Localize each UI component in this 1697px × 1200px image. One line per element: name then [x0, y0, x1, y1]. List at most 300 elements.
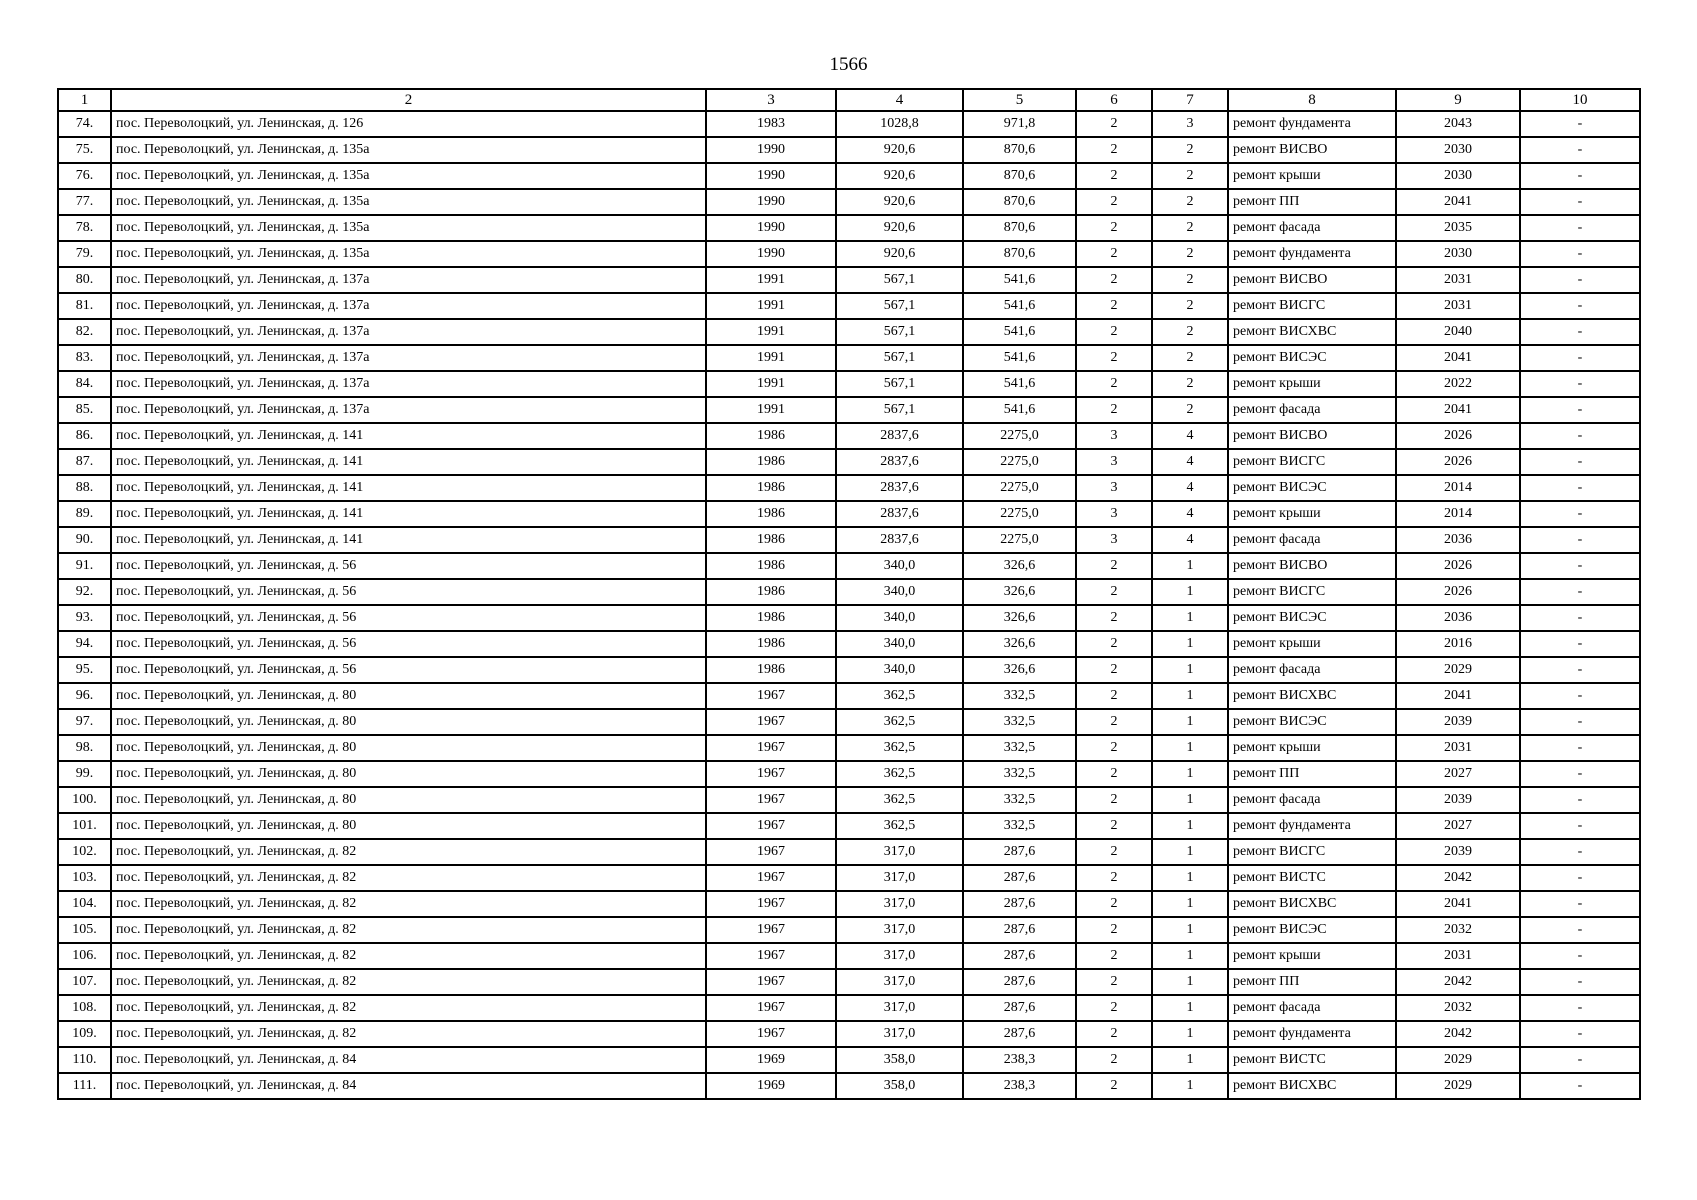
work-type-cell: ремонт фундамента — [1228, 241, 1396, 267]
total-area-cell: 317,0 — [836, 865, 963, 891]
planned-year-cell: 2026 — [1396, 553, 1520, 579]
note-cell: - — [1520, 1073, 1640, 1099]
floors-cell: 2 — [1076, 657, 1152, 683]
floors-cell: 2 — [1076, 319, 1152, 345]
work-type-cell: ремонт ВИСХВС — [1228, 891, 1396, 917]
row-number-cell: 85. — [58, 397, 111, 423]
work-type-cell: ремонт ВИСЭС — [1228, 475, 1396, 501]
column-header: 2 — [111, 89, 706, 111]
row-number-cell: 84. — [58, 371, 111, 397]
living-area-cell: 2275,0 — [963, 423, 1076, 449]
row-number-cell: 76. — [58, 163, 111, 189]
address-cell: пос. Переволоцкий, ул. Ленинская, д. 141 — [111, 527, 706, 553]
work-type-cell: ремонт фасада — [1228, 397, 1396, 423]
note-cell: - — [1520, 735, 1640, 761]
row-number-cell: 99. — [58, 761, 111, 787]
table-row — [58, 345, 1640, 371]
living-area-cell: 870,6 — [963, 189, 1076, 215]
floors-cell: 2 — [1076, 969, 1152, 995]
entrances-cell: 2 — [1152, 137, 1228, 163]
row-number-cell: 94. — [58, 631, 111, 657]
floors-cell: 2 — [1076, 189, 1152, 215]
entrances-cell: 4 — [1152, 423, 1228, 449]
living-area-cell: 541,6 — [963, 319, 1076, 345]
note-cell: - — [1520, 709, 1640, 735]
entrances-cell: 1 — [1152, 995, 1228, 1021]
living-area-cell: 870,6 — [963, 241, 1076, 267]
floors-cell: 2 — [1076, 345, 1152, 371]
total-area-cell: 567,1 — [836, 371, 963, 397]
table-row — [58, 943, 1640, 969]
work-type-cell: ремонт ВИСХВС — [1228, 683, 1396, 709]
living-area-cell: 2275,0 — [963, 475, 1076, 501]
entrances-cell: 4 — [1152, 501, 1228, 527]
table-row — [58, 319, 1640, 345]
entrances-cell: 4 — [1152, 449, 1228, 475]
living-area-cell: 332,5 — [963, 787, 1076, 813]
table-row — [58, 241, 1640, 267]
address-cell: пос. Переволоцкий, ул. Ленинская, д. 141 — [111, 475, 706, 501]
note-cell: - — [1520, 969, 1640, 995]
entrances-cell: 1 — [1152, 1073, 1228, 1099]
living-area-cell: 326,6 — [963, 553, 1076, 579]
header-row — [58, 89, 1640, 111]
year-built-cell: 1990 — [706, 189, 836, 215]
entrances-cell: 2 — [1152, 267, 1228, 293]
note-cell: - — [1520, 475, 1640, 501]
row-number-cell: 77. — [58, 189, 111, 215]
planned-year-cell: 2029 — [1396, 657, 1520, 683]
work-type-cell: ремонт крыши — [1228, 943, 1396, 969]
table-row — [58, 917, 1640, 943]
living-area-cell: 332,5 — [963, 761, 1076, 787]
living-area-cell: 2275,0 — [963, 501, 1076, 527]
table-row — [58, 1073, 1640, 1099]
year-built-cell: 1967 — [706, 1021, 836, 1047]
table-row — [58, 787, 1640, 813]
row-number-cell: 91. — [58, 553, 111, 579]
entrances-cell: 2 — [1152, 215, 1228, 241]
table-row — [58, 527, 1640, 553]
note-cell: - — [1520, 371, 1640, 397]
row-number-cell: 110. — [58, 1047, 111, 1073]
floors-cell: 2 — [1076, 241, 1152, 267]
entrances-cell: 1 — [1152, 553, 1228, 579]
page-number: 1566 — [829, 54, 868, 75]
table-body — [58, 111, 1640, 1099]
floors-cell: 3 — [1076, 475, 1152, 501]
floors-cell: 2 — [1076, 787, 1152, 813]
table-row — [58, 475, 1640, 501]
note-cell: - — [1520, 839, 1640, 865]
floors-cell: 2 — [1076, 1021, 1152, 1047]
row-number-cell: 87. — [58, 449, 111, 475]
work-type-cell: ремонт ПП — [1228, 189, 1396, 215]
living-area-cell: 971,8 — [963, 111, 1076, 137]
note-cell: - — [1520, 137, 1640, 163]
work-type-cell: ремонт ВИСХВС — [1228, 1073, 1396, 1099]
total-area-cell: 567,1 — [836, 397, 963, 423]
row-number-cell: 79. — [58, 241, 111, 267]
total-area-cell: 317,0 — [836, 917, 963, 943]
note-cell: - — [1520, 995, 1640, 1021]
address-cell: пос. Переволоцкий, ул. Ленинская, д. 82 — [111, 995, 706, 1021]
address-cell: пос. Переволоцкий, ул. Ленинская, д. 137а — [111, 293, 706, 319]
address-cell: пос. Переволоцкий, ул. Ленинская, д. 84 — [111, 1073, 706, 1099]
living-area-cell: 287,6 — [963, 969, 1076, 995]
living-area-cell: 870,6 — [963, 137, 1076, 163]
row-number-cell: 103. — [58, 865, 111, 891]
floors-cell: 2 — [1076, 813, 1152, 839]
entrances-cell: 1 — [1152, 865, 1228, 891]
planned-year-cell: 2041 — [1396, 891, 1520, 917]
total-area-cell: 340,0 — [836, 631, 963, 657]
year-built-cell: 1969 — [706, 1047, 836, 1073]
row-number-cell: 74. — [58, 111, 111, 137]
total-area-cell: 362,5 — [836, 709, 963, 735]
total-area-cell: 317,0 — [836, 995, 963, 1021]
note-cell: - — [1520, 1021, 1640, 1047]
table-row — [58, 761, 1640, 787]
entrances-cell: 1 — [1152, 943, 1228, 969]
floors-cell: 2 — [1076, 917, 1152, 943]
repair-schedule-table — [57, 88, 1641, 1100]
address-cell: пос. Переволоцкий, ул. Ленинская, д. 135а — [111, 215, 706, 241]
floors-cell: 2 — [1076, 293, 1152, 319]
address-cell: пос. Переволоцкий, ул. Ленинская, д. 80 — [111, 709, 706, 735]
entrances-cell: 3 — [1152, 111, 1228, 137]
work-type-cell: ремонт ВИСТС — [1228, 1047, 1396, 1073]
year-built-cell: 1967 — [706, 761, 836, 787]
total-area-cell: 1028,8 — [836, 111, 963, 137]
total-area-cell: 2837,6 — [836, 449, 963, 475]
address-cell: пос. Переволоцкий, ул. Ленинская, д. 141 — [111, 423, 706, 449]
floors-cell: 2 — [1076, 995, 1152, 1021]
work-type-cell: ремонт ВИСГС — [1228, 449, 1396, 475]
total-area-cell: 358,0 — [836, 1073, 963, 1099]
planned-year-cell: 2026 — [1396, 579, 1520, 605]
note-cell: - — [1520, 241, 1640, 267]
planned-year-cell: 2022 — [1396, 371, 1520, 397]
row-number-cell: 107. — [58, 969, 111, 995]
planned-year-cell: 2041 — [1396, 345, 1520, 371]
year-built-cell: 1967 — [706, 735, 836, 761]
row-number-cell: 102. — [58, 839, 111, 865]
row-number-cell: 108. — [58, 995, 111, 1021]
column-header: 1 — [58, 89, 111, 111]
address-cell: пос. Переволоцкий, ул. Ленинская, д. 82 — [111, 969, 706, 995]
work-type-cell: ремонт крыши — [1228, 163, 1396, 189]
floors-cell: 2 — [1076, 735, 1152, 761]
living-area-cell: 541,6 — [963, 397, 1076, 423]
table-row — [58, 163, 1640, 189]
year-built-cell: 1967 — [706, 891, 836, 917]
year-built-cell: 1967 — [706, 787, 836, 813]
floors-cell: 2 — [1076, 215, 1152, 241]
table-row — [58, 891, 1640, 917]
work-type-cell: ремонт ВИСЭС — [1228, 917, 1396, 943]
table-row — [58, 1047, 1640, 1073]
total-area-cell: 317,0 — [836, 839, 963, 865]
address-cell: пос. Переволоцкий, ул. Ленинская, д. 126 — [111, 111, 706, 137]
row-number-cell: 81. — [58, 293, 111, 319]
planned-year-cell: 2030 — [1396, 163, 1520, 189]
planned-year-cell: 2042 — [1396, 1021, 1520, 1047]
work-type-cell: ремонт ВИСГС — [1228, 293, 1396, 319]
entrances-cell: 1 — [1152, 761, 1228, 787]
entrances-cell: 1 — [1152, 891, 1228, 917]
row-number-cell: 96. — [58, 683, 111, 709]
row-number-cell: 111. — [58, 1073, 111, 1099]
table-row — [58, 111, 1640, 137]
entrances-cell: 1 — [1152, 1047, 1228, 1073]
living-area-cell: 541,6 — [963, 267, 1076, 293]
total-area-cell: 567,1 — [836, 267, 963, 293]
note-cell: - — [1520, 163, 1640, 189]
total-area-cell: 362,5 — [836, 683, 963, 709]
note-cell: - — [1520, 267, 1640, 293]
work-type-cell: ремонт ВИСВО — [1228, 553, 1396, 579]
planned-year-cell: 2035 — [1396, 215, 1520, 241]
planned-year-cell: 2043 — [1396, 111, 1520, 137]
address-cell: пос. Переволоцкий, ул. Ленинская, д. 84 — [111, 1047, 706, 1073]
year-built-cell: 1967 — [706, 943, 836, 969]
floors-cell: 2 — [1076, 1073, 1152, 1099]
entrances-cell: 1 — [1152, 579, 1228, 605]
planned-year-cell: 2036 — [1396, 527, 1520, 553]
work-type-cell: ремонт ВИСВО — [1228, 137, 1396, 163]
address-cell: пос. Переволоцкий, ул. Ленинская, д. 80 — [111, 683, 706, 709]
planned-year-cell: 2040 — [1396, 319, 1520, 345]
row-number-cell: 90. — [58, 527, 111, 553]
column-header: 8 — [1228, 89, 1396, 111]
address-cell: пос. Переволоцкий, ул. Ленинская, д. 82 — [111, 891, 706, 917]
total-area-cell: 317,0 — [836, 943, 963, 969]
planned-year-cell: 2039 — [1396, 709, 1520, 735]
entrances-cell: 2 — [1152, 397, 1228, 423]
living-area-cell: 870,6 — [963, 215, 1076, 241]
living-area-cell: 326,6 — [963, 657, 1076, 683]
table-row — [58, 189, 1640, 215]
work-type-cell: ремонт крыши — [1228, 735, 1396, 761]
row-number-cell: 80. — [58, 267, 111, 293]
planned-year-cell: 2039 — [1396, 839, 1520, 865]
address-cell: пос. Переволоцкий, ул. Ленинская, д. 56 — [111, 553, 706, 579]
table-row — [58, 657, 1640, 683]
year-built-cell: 1967 — [706, 709, 836, 735]
floors-cell: 2 — [1076, 839, 1152, 865]
work-type-cell: ремонт ВИСГС — [1228, 839, 1396, 865]
column-header: 3 — [706, 89, 836, 111]
work-type-cell: ремонт фасада — [1228, 787, 1396, 813]
address-cell: пос. Переволоцкий, ул. Ленинская, д. 82 — [111, 917, 706, 943]
row-number-cell: 95. — [58, 657, 111, 683]
entrances-cell: 4 — [1152, 475, 1228, 501]
column-header: 6 — [1076, 89, 1152, 111]
living-area-cell: 287,6 — [963, 917, 1076, 943]
entrances-cell: 1 — [1152, 683, 1228, 709]
row-number-cell: 75. — [58, 137, 111, 163]
table-row — [58, 267, 1640, 293]
year-built-cell: 1969 — [706, 1073, 836, 1099]
planned-year-cell: 2030 — [1396, 241, 1520, 267]
entrances-cell: 1 — [1152, 969, 1228, 995]
floors-cell: 2 — [1076, 761, 1152, 787]
row-number-cell: 82. — [58, 319, 111, 345]
table-row — [58, 631, 1640, 657]
note-cell: - — [1520, 631, 1640, 657]
work-type-cell: ремонт фундамента — [1228, 1021, 1396, 1047]
living-area-cell: 541,6 — [963, 371, 1076, 397]
planned-year-cell: 2042 — [1396, 865, 1520, 891]
living-area-cell: 287,6 — [963, 891, 1076, 917]
address-cell: пос. Переволоцкий, ул. Ленинская, д. 82 — [111, 1021, 706, 1047]
planned-year-cell: 2026 — [1396, 449, 1520, 475]
year-built-cell: 1967 — [706, 969, 836, 995]
year-built-cell: 1986 — [706, 605, 836, 631]
total-area-cell: 340,0 — [836, 657, 963, 683]
living-area-cell: 541,6 — [963, 293, 1076, 319]
year-built-cell: 1986 — [706, 553, 836, 579]
table-row — [58, 605, 1640, 631]
work-type-cell: ремонт фасада — [1228, 995, 1396, 1021]
note-cell: - — [1520, 657, 1640, 683]
floors-cell: 2 — [1076, 683, 1152, 709]
column-header: 4 — [836, 89, 963, 111]
entrances-cell: 2 — [1152, 319, 1228, 345]
column-header: 10 — [1520, 89, 1640, 111]
planned-year-cell: 2031 — [1396, 293, 1520, 319]
planned-year-cell: 2031 — [1396, 735, 1520, 761]
planned-year-cell: 2039 — [1396, 787, 1520, 813]
entrances-cell: 1 — [1152, 735, 1228, 761]
note-cell: - — [1520, 215, 1640, 241]
note-cell: - — [1520, 865, 1640, 891]
table-row — [58, 683, 1640, 709]
work-type-cell: ремонт ВИСЭС — [1228, 709, 1396, 735]
planned-year-cell: 2014 — [1396, 501, 1520, 527]
table-row — [58, 839, 1640, 865]
planned-year-cell: 2026 — [1396, 423, 1520, 449]
planned-year-cell: 2041 — [1396, 683, 1520, 709]
total-area-cell: 920,6 — [836, 215, 963, 241]
address-cell: пос. Переволоцкий, ул. Ленинская, д. 80 — [111, 735, 706, 761]
row-number-cell: 78. — [58, 215, 111, 241]
living-area-cell: 326,6 — [963, 579, 1076, 605]
entrances-cell: 1 — [1152, 1021, 1228, 1047]
address-cell: пос. Переволоцкий, ул. Ленинская, д. 56 — [111, 605, 706, 631]
row-number-cell: 105. — [58, 917, 111, 943]
living-area-cell: 541,6 — [963, 345, 1076, 371]
note-cell: - — [1520, 579, 1640, 605]
note-cell: - — [1520, 605, 1640, 631]
total-area-cell: 920,6 — [836, 137, 963, 163]
planned-year-cell: 2036 — [1396, 605, 1520, 631]
floors-cell: 2 — [1076, 1047, 1152, 1073]
note-cell: - — [1520, 319, 1640, 345]
entrances-cell: 2 — [1152, 293, 1228, 319]
note-cell: - — [1520, 397, 1640, 423]
address-cell: пос. Переволоцкий, ул. Ленинская, д. 135а — [111, 189, 706, 215]
year-built-cell: 1986 — [706, 475, 836, 501]
note-cell: - — [1520, 449, 1640, 475]
floors-cell: 3 — [1076, 449, 1152, 475]
year-built-cell: 1986 — [706, 579, 836, 605]
address-cell: пос. Переволоцкий, ул. Ленинская, д. 56 — [111, 631, 706, 657]
living-area-cell: 287,6 — [963, 995, 1076, 1021]
column-header: 9 — [1396, 89, 1520, 111]
year-built-cell: 1986 — [706, 423, 836, 449]
work-type-cell: ремонт ПП — [1228, 969, 1396, 995]
floors-cell: 2 — [1076, 163, 1152, 189]
work-type-cell: ремонт крыши — [1228, 501, 1396, 527]
table-row — [58, 423, 1640, 449]
year-built-cell: 1967 — [706, 995, 836, 1021]
note-cell: - — [1520, 189, 1640, 215]
table-row — [58, 371, 1640, 397]
note-cell: - — [1520, 891, 1640, 917]
address-cell: пос. Переволоцкий, ул. Ленинская, д. 80 — [111, 787, 706, 813]
floors-cell: 2 — [1076, 605, 1152, 631]
address-cell: пос. Переволоцкий, ул. Ленинская, д. 141 — [111, 449, 706, 475]
year-built-cell: 1967 — [706, 683, 836, 709]
column-header: 7 — [1152, 89, 1228, 111]
work-type-cell: ремонт ВИСХВС — [1228, 319, 1396, 345]
year-built-cell: 1990 — [706, 215, 836, 241]
year-built-cell: 1986 — [706, 501, 836, 527]
address-cell: пос. Переволоцкий, ул. Ленинская, д. 135а — [111, 137, 706, 163]
note-cell: - — [1520, 917, 1640, 943]
living-area-cell: 238,3 — [963, 1073, 1076, 1099]
note-cell: - — [1520, 345, 1640, 371]
row-number-cell: 93. — [58, 605, 111, 631]
table-row — [58, 579, 1640, 605]
year-built-cell: 1986 — [706, 631, 836, 657]
total-area-cell: 340,0 — [836, 605, 963, 631]
planned-year-cell: 2041 — [1396, 189, 1520, 215]
address-cell: пос. Переволоцкий, ул. Ленинская, д. 135а — [111, 163, 706, 189]
total-area-cell: 567,1 — [836, 293, 963, 319]
entrances-cell: 2 — [1152, 163, 1228, 189]
total-area-cell: 340,0 — [836, 579, 963, 605]
total-area-cell: 317,0 — [836, 1021, 963, 1047]
column-header: 5 — [963, 89, 1076, 111]
row-number-cell: 89. — [58, 501, 111, 527]
note-cell: - — [1520, 553, 1640, 579]
table-row — [58, 293, 1640, 319]
floors-cell: 2 — [1076, 267, 1152, 293]
address-cell: пос. Переволоцкий, ул. Ленинская, д. 82 — [111, 865, 706, 891]
row-number-cell: 86. — [58, 423, 111, 449]
planned-year-cell: 2027 — [1396, 761, 1520, 787]
floors-cell: 2 — [1076, 371, 1152, 397]
note-cell: - — [1520, 527, 1640, 553]
entrances-cell: 2 — [1152, 241, 1228, 267]
floors-cell: 2 — [1076, 137, 1152, 163]
total-area-cell: 2837,6 — [836, 423, 963, 449]
work-type-cell: ремонт крыши — [1228, 371, 1396, 397]
total-area-cell: 362,5 — [836, 813, 963, 839]
entrances-cell: 1 — [1152, 787, 1228, 813]
year-built-cell: 1991 — [706, 267, 836, 293]
floors-cell: 2 — [1076, 111, 1152, 137]
work-type-cell: ремонт ВИСГС — [1228, 579, 1396, 605]
year-built-cell: 1990 — [706, 241, 836, 267]
note-cell: - — [1520, 761, 1640, 787]
year-built-cell: 1991 — [706, 397, 836, 423]
row-number-cell: 92. — [58, 579, 111, 605]
year-built-cell: 1986 — [706, 449, 836, 475]
